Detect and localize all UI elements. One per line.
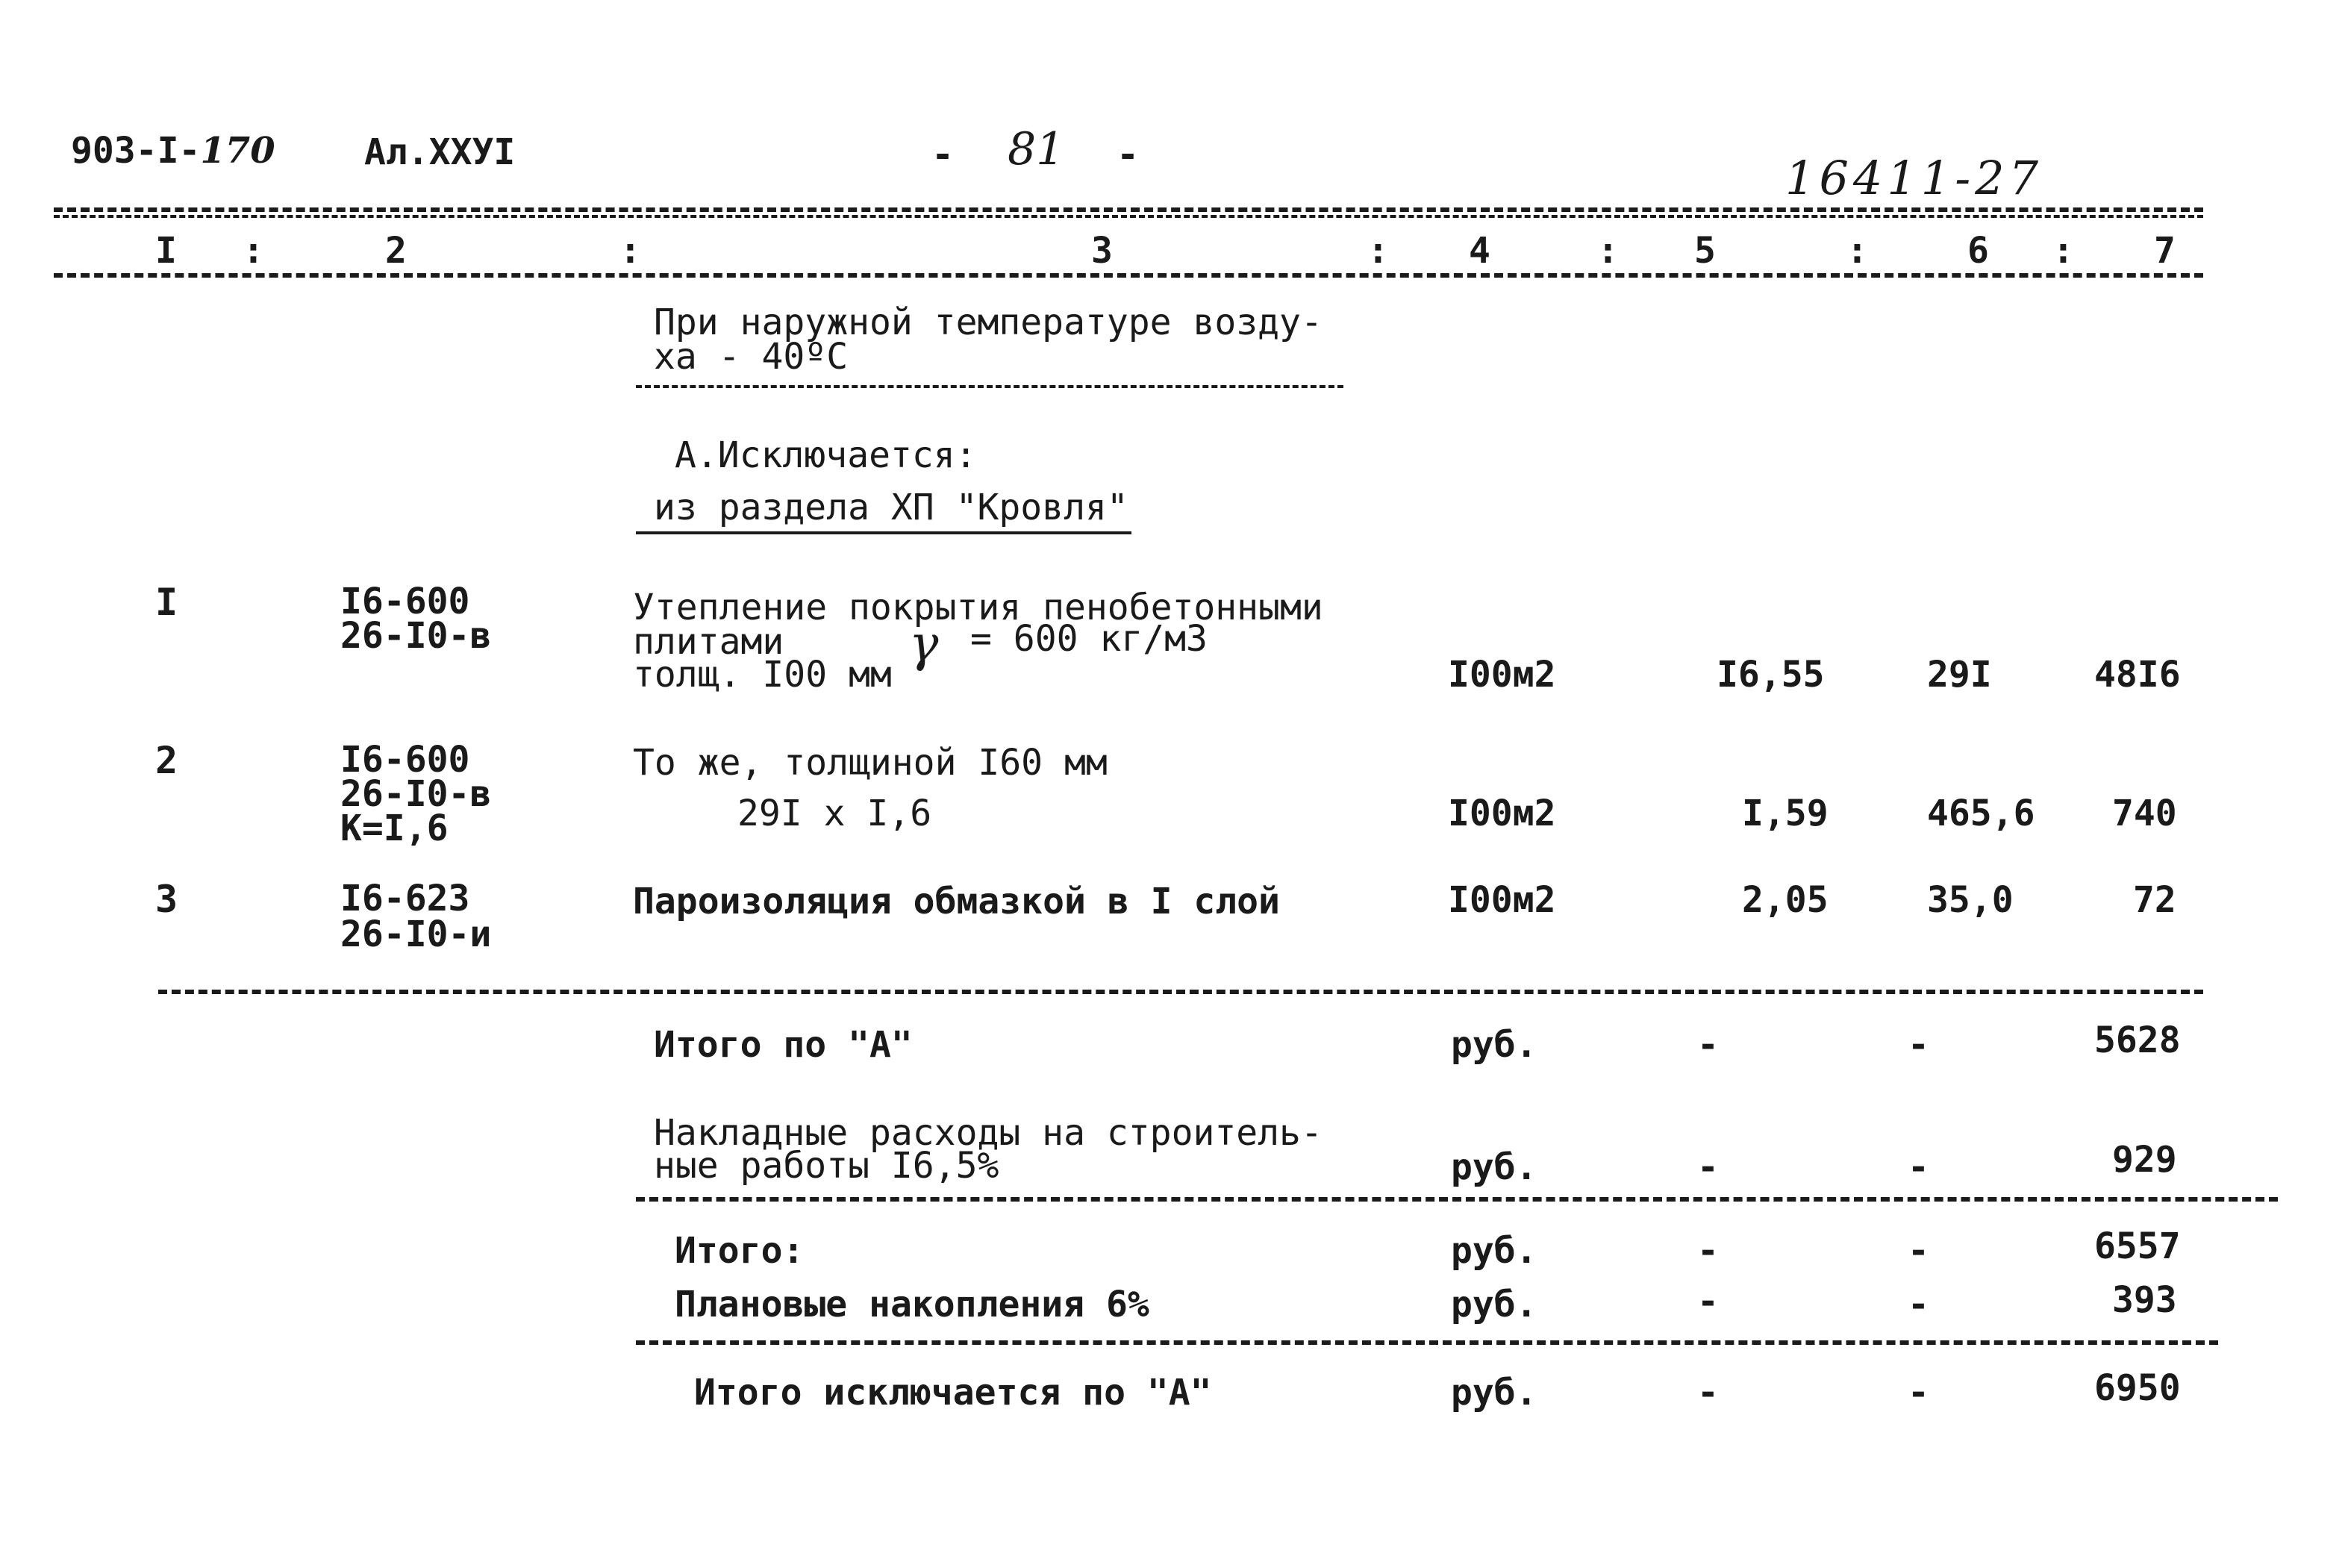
totals-quantity: - bbox=[1697, 1281, 1719, 1322]
grand-total-label: Итого исключается по "А" bbox=[694, 1372, 1212, 1414]
row-total: 740 bbox=[2112, 793, 2177, 834]
totals-quantity: - bbox=[1697, 1146, 1719, 1188]
row-description-formula: = 600 кг/м3 bbox=[970, 618, 1208, 660]
row-description: То же, толщиной I60 мм bbox=[633, 742, 1108, 784]
totals-label: Итого: bbox=[675, 1230, 805, 1272]
column-number-7: 7 bbox=[2154, 230, 2176, 272]
row-code: I6-600 bbox=[340, 581, 470, 622]
totals-unit: руб. bbox=[1451, 1024, 1537, 1066]
totals-unit: руб. bbox=[1451, 1372, 1537, 1414]
row-unit: I00м2 bbox=[1448, 654, 1556, 696]
totals-price: - bbox=[1908, 1146, 1929, 1188]
row-code: 26-I0-в bbox=[340, 615, 492, 657]
row-code: К=I,6 bbox=[340, 808, 449, 849]
grand-total-amount: 6950 bbox=[2094, 1367, 2181, 1409]
column-number-1: I bbox=[155, 230, 177, 272]
row-number: I bbox=[155, 581, 178, 624]
row-description: Пароизоляция обмазкой в I слой bbox=[633, 881, 1280, 922]
row-code: 26-I0-и bbox=[340, 913, 492, 955]
totals-price: - bbox=[1908, 1024, 1929, 1066]
totals-price: - bbox=[1908, 1372, 1929, 1414]
totals-amount: 929 bbox=[2112, 1139, 2177, 1181]
column-separator-6: : bbox=[2052, 230, 2074, 272]
row-number: 2 bbox=[155, 739, 178, 782]
column-number-4: 4 bbox=[1469, 230, 1490, 272]
archive-number: 16411-27 bbox=[1785, 151, 2043, 205]
density-symbol: γ bbox=[909, 615, 939, 672]
row-code: 26-I0-в bbox=[340, 773, 492, 815]
page-dash-right: - bbox=[1117, 133, 1140, 176]
column-header-rule bbox=[54, 273, 2203, 278]
row-description: Утепление покрытия пенобетонными bbox=[633, 587, 1323, 628]
header-rule-top-2 bbox=[54, 215, 2203, 218]
column-separator-5: : bbox=[1846, 230, 1868, 272]
row-description: 29I x I,6 bbox=[737, 793, 932, 834]
column-number-6: 6 bbox=[1967, 230, 1989, 272]
column-number-3: 3 bbox=[1091, 230, 1113, 272]
condition-line-1: При наружной температуре возду- bbox=[654, 302, 1323, 343]
row-price: 29I bbox=[1927, 654, 1992, 696]
totals-unit: руб. bbox=[1451, 1284, 1537, 1325]
column-separator-1: : bbox=[243, 230, 264, 272]
totals-price: - bbox=[1908, 1284, 1929, 1325]
row-quantity: I6,55 bbox=[1717, 654, 1825, 696]
row-number: 3 bbox=[155, 878, 178, 921]
document-code-handwritten: 170 bbox=[200, 130, 275, 172]
totals-amount: 393 bbox=[2112, 1279, 2177, 1321]
column-separator-4: : bbox=[1597, 230, 1619, 272]
totals-unit: руб. bbox=[1451, 1146, 1537, 1188]
row-total: 72 bbox=[2133, 879, 2176, 921]
totals-amount: 6557 bbox=[2094, 1225, 2181, 1267]
totals-unit: руб. bbox=[1451, 1230, 1537, 1272]
document-code bbox=[71, 130, 275, 172]
row-code: I6-600 bbox=[340, 739, 470, 781]
column-number-5: 5 bbox=[1694, 230, 1716, 272]
row-description: толщ. I00 мм bbox=[633, 654, 892, 696]
row-total: 48I6 bbox=[2094, 654, 2181, 696]
totals-label-line: ные работы I6,5% bbox=[654, 1145, 999, 1187]
totals-quantity: - bbox=[1697, 1230, 1719, 1272]
totals-label-line: Накладные расходы на строитель- bbox=[654, 1112, 1323, 1154]
totals-quantity: - bbox=[1697, 1372, 1719, 1414]
column-separator-2: : bbox=[619, 230, 641, 272]
document-code-prefix: 903-I- bbox=[71, 130, 201, 172]
column-separator-3: : bbox=[1367, 230, 1389, 272]
column-number-2: 2 bbox=[385, 230, 407, 272]
row-code: I6-623 bbox=[340, 878, 470, 919]
rows-end-rule bbox=[158, 990, 2203, 994]
album-number: Ал.XXУI bbox=[364, 131, 516, 173]
row-quantity: I,59 bbox=[1742, 793, 1829, 834]
page-dash-left: - bbox=[931, 133, 955, 176]
overhead-rule bbox=[636, 1197, 2278, 1202]
totals-label: Плановые накопления 6% bbox=[675, 1284, 1149, 1325]
row-description: плитами bbox=[633, 621, 784, 663]
row-price: 35,0 bbox=[1927, 879, 2014, 921]
row-unit: I00м2 bbox=[1448, 793, 1556, 834]
condition-line-2: ха - 40ºС bbox=[654, 336, 849, 378]
header-rule-top bbox=[54, 207, 2203, 212]
part-subtitle: из раздела ХП "Кровля" bbox=[654, 487, 1128, 528]
page-number: 81 bbox=[1008, 123, 1065, 175]
part-title: А.Исключается: bbox=[675, 434, 977, 476]
row-unit: I00м2 bbox=[1448, 879, 1556, 921]
totals-label: Итого по "А" bbox=[654, 1024, 913, 1066]
totals-price: - bbox=[1908, 1230, 1929, 1272]
row-price: 465,6 bbox=[1927, 793, 2035, 834]
row-quantity: 2,05 bbox=[1742, 879, 1829, 921]
totals-amount: 5628 bbox=[2094, 1019, 2181, 1061]
accumulation-rule bbox=[636, 1340, 2218, 1345]
condition-underline bbox=[636, 385, 1343, 388]
totals-quantity: - bbox=[1697, 1024, 1719, 1066]
part-subtitle-underline bbox=[636, 531, 1131, 534]
